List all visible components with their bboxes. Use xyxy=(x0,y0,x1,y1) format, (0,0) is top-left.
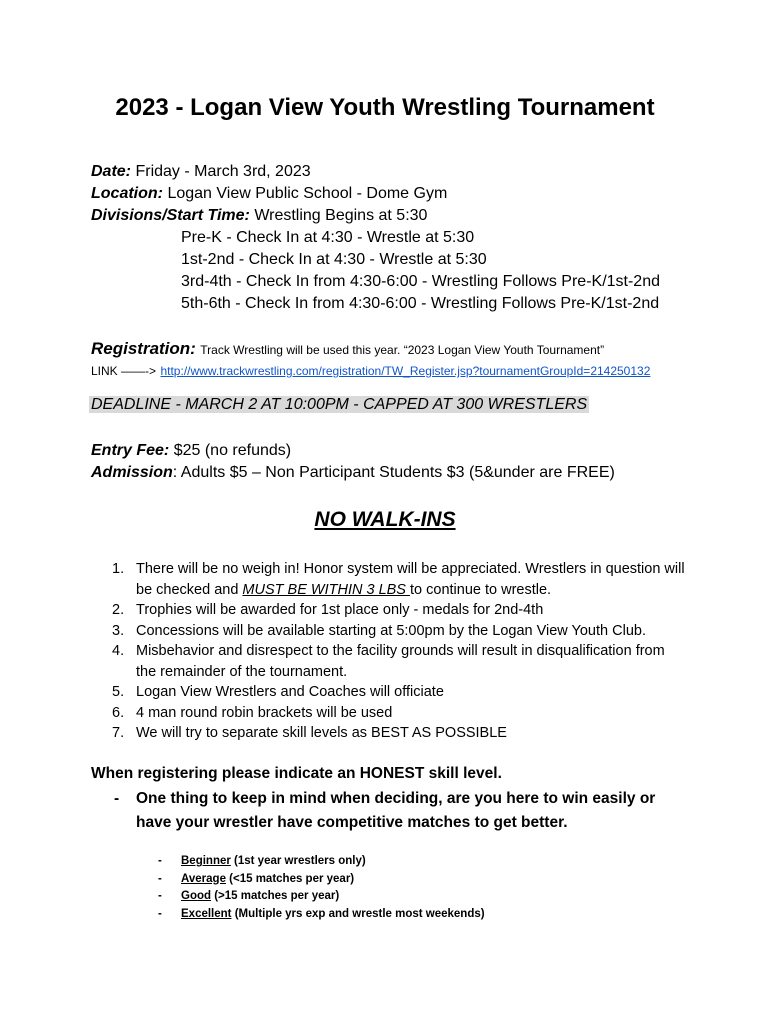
level-desc: (<15 matches per year) xyxy=(225,872,355,885)
registration-label: Registration: xyxy=(91,339,196,358)
rule-text: Misbehavior and disrespect to the facility grounds will result in disqualification from the remainder of the tournament. xyxy=(136,643,665,680)
date-label: Date: xyxy=(91,163,132,180)
rule-text: Logan View Wrestlers and Coaches will officiate xyxy=(136,684,444,700)
level-name: Excellent xyxy=(181,907,232,920)
entry-fee-value: $25 (no refunds) xyxy=(173,442,292,459)
list-number: 3. xyxy=(112,622,125,639)
location-value: Logan View Public School - Dome Gym xyxy=(167,185,448,202)
bullet-dash: - xyxy=(114,790,120,807)
list-item xyxy=(108,682,688,703)
list-item xyxy=(108,703,688,724)
skill-heading: When registering please indicate an HONEST skill level. xyxy=(91,765,502,782)
list-item xyxy=(108,621,688,642)
skill-levels-list xyxy=(158,853,485,923)
list-number: 2. xyxy=(112,602,125,618)
list-item xyxy=(158,853,485,871)
rule-text: We will try to separate skill levels as BEST AS POSSIBLE xyxy=(136,725,507,741)
divisions-label: Divisions/Start Time: xyxy=(91,207,250,224)
link-prefix: LINK ——-> xyxy=(91,364,157,378)
location-line xyxy=(91,183,447,205)
no-walkins-heading: NO WALK-INS xyxy=(314,508,456,531)
division-item: 1st-2nd - Check In at 4:30 - Wrestle at 5:30 xyxy=(181,251,487,268)
entry-fee-line xyxy=(91,440,291,462)
registration-link-line xyxy=(91,362,650,380)
divisions-value: Wrestling Begins at 5:30 xyxy=(254,207,428,224)
rules-list xyxy=(108,559,688,744)
list-item xyxy=(108,600,688,621)
list-item xyxy=(108,723,688,744)
list-number: 5. xyxy=(112,684,125,700)
rule-text: Trophies will be awarded for 1st place only - medals for 2nd-4th xyxy=(136,602,544,618)
registration-link[interactable]: http://www.trackwrestling.com/registration/TW_Register.jsp?tournamentGroupId=214250132 xyxy=(160,364,651,378)
level-desc: (1st year wrestlers only) xyxy=(230,855,366,867)
rule-text: to continue to wrestle. xyxy=(410,581,552,598)
list-number: 6. xyxy=(112,704,125,721)
skill-note-text: One thing to keep in mind when deciding, are you here to win easily or have your wrestler have competitive matches to get better. xyxy=(136,790,656,831)
rule-emphasis: MUST BE WITHIN 3 LBS xyxy=(242,581,411,598)
level-name: Good xyxy=(181,890,212,902)
skill-note xyxy=(114,787,684,835)
entry-fee-label: Entry Fee: xyxy=(91,442,170,459)
division-item: Pre-K - Check In at 4:30 - Wrestle at 5:30 xyxy=(181,229,475,246)
list-number: 7. xyxy=(112,725,125,741)
date-line xyxy=(91,161,311,183)
deadline-text: DEADLINE - MARCH 2 AT 10:00PM - CAPPED AT 300 WRESTLERS xyxy=(91,396,588,413)
division-item: 3rd-4th - Check In from 4:30-6:00 - Wrestling Follows Pre-K/1st-2nd xyxy=(181,273,660,290)
rule-text: There will be no weigh in! Honor system will be appreciated. Wrestlers in question will be checked and xyxy=(136,561,685,598)
list-number: 1. xyxy=(112,561,125,577)
list-item xyxy=(158,906,485,924)
admission-label: Admission xyxy=(91,464,173,481)
deadline-banner xyxy=(89,396,589,414)
admission-value: : Adults $5 – Non Participant Students $3 (5&under are FREE) xyxy=(172,464,615,481)
rule-text: 4 man round robin brackets will be used xyxy=(136,704,393,721)
bullet-dash: - xyxy=(158,872,162,885)
divisions-line xyxy=(91,205,427,227)
bullet-dash: - xyxy=(158,890,162,902)
rule-text: Concessions will be available starting at 5:00pm by the Logan View Youth Club. xyxy=(136,622,646,639)
division-item: 5th-6th - Check In from 4:30-6:00 - Wrestling Follows Pre-K/1st-2nd xyxy=(181,295,660,312)
bullet-dash: - xyxy=(158,907,162,920)
level-desc: (Multiple yrs exp and wrestle most weekends) xyxy=(231,907,485,920)
list-number: 4. xyxy=(112,643,125,659)
page-title: 2023 - Logan View Youth Wrestling Tournament xyxy=(115,94,655,121)
registration-line xyxy=(91,339,604,359)
location-label: Location: xyxy=(91,185,163,202)
list-item xyxy=(158,888,485,906)
list-item xyxy=(108,641,688,682)
registration-text: Track Wrestling will be used this year. “2023 Logan View Youth Tournament” xyxy=(200,343,605,357)
list-item xyxy=(158,871,485,889)
level-desc: (>15 matches per year) xyxy=(211,890,340,902)
date-value: Friday - March 3rd, 2023 xyxy=(135,163,311,180)
level-name: Beginner xyxy=(181,855,231,867)
bullet-dash: - xyxy=(158,855,162,867)
admission-line xyxy=(91,462,615,484)
list-item xyxy=(108,559,688,600)
level-name: Average xyxy=(181,872,226,885)
